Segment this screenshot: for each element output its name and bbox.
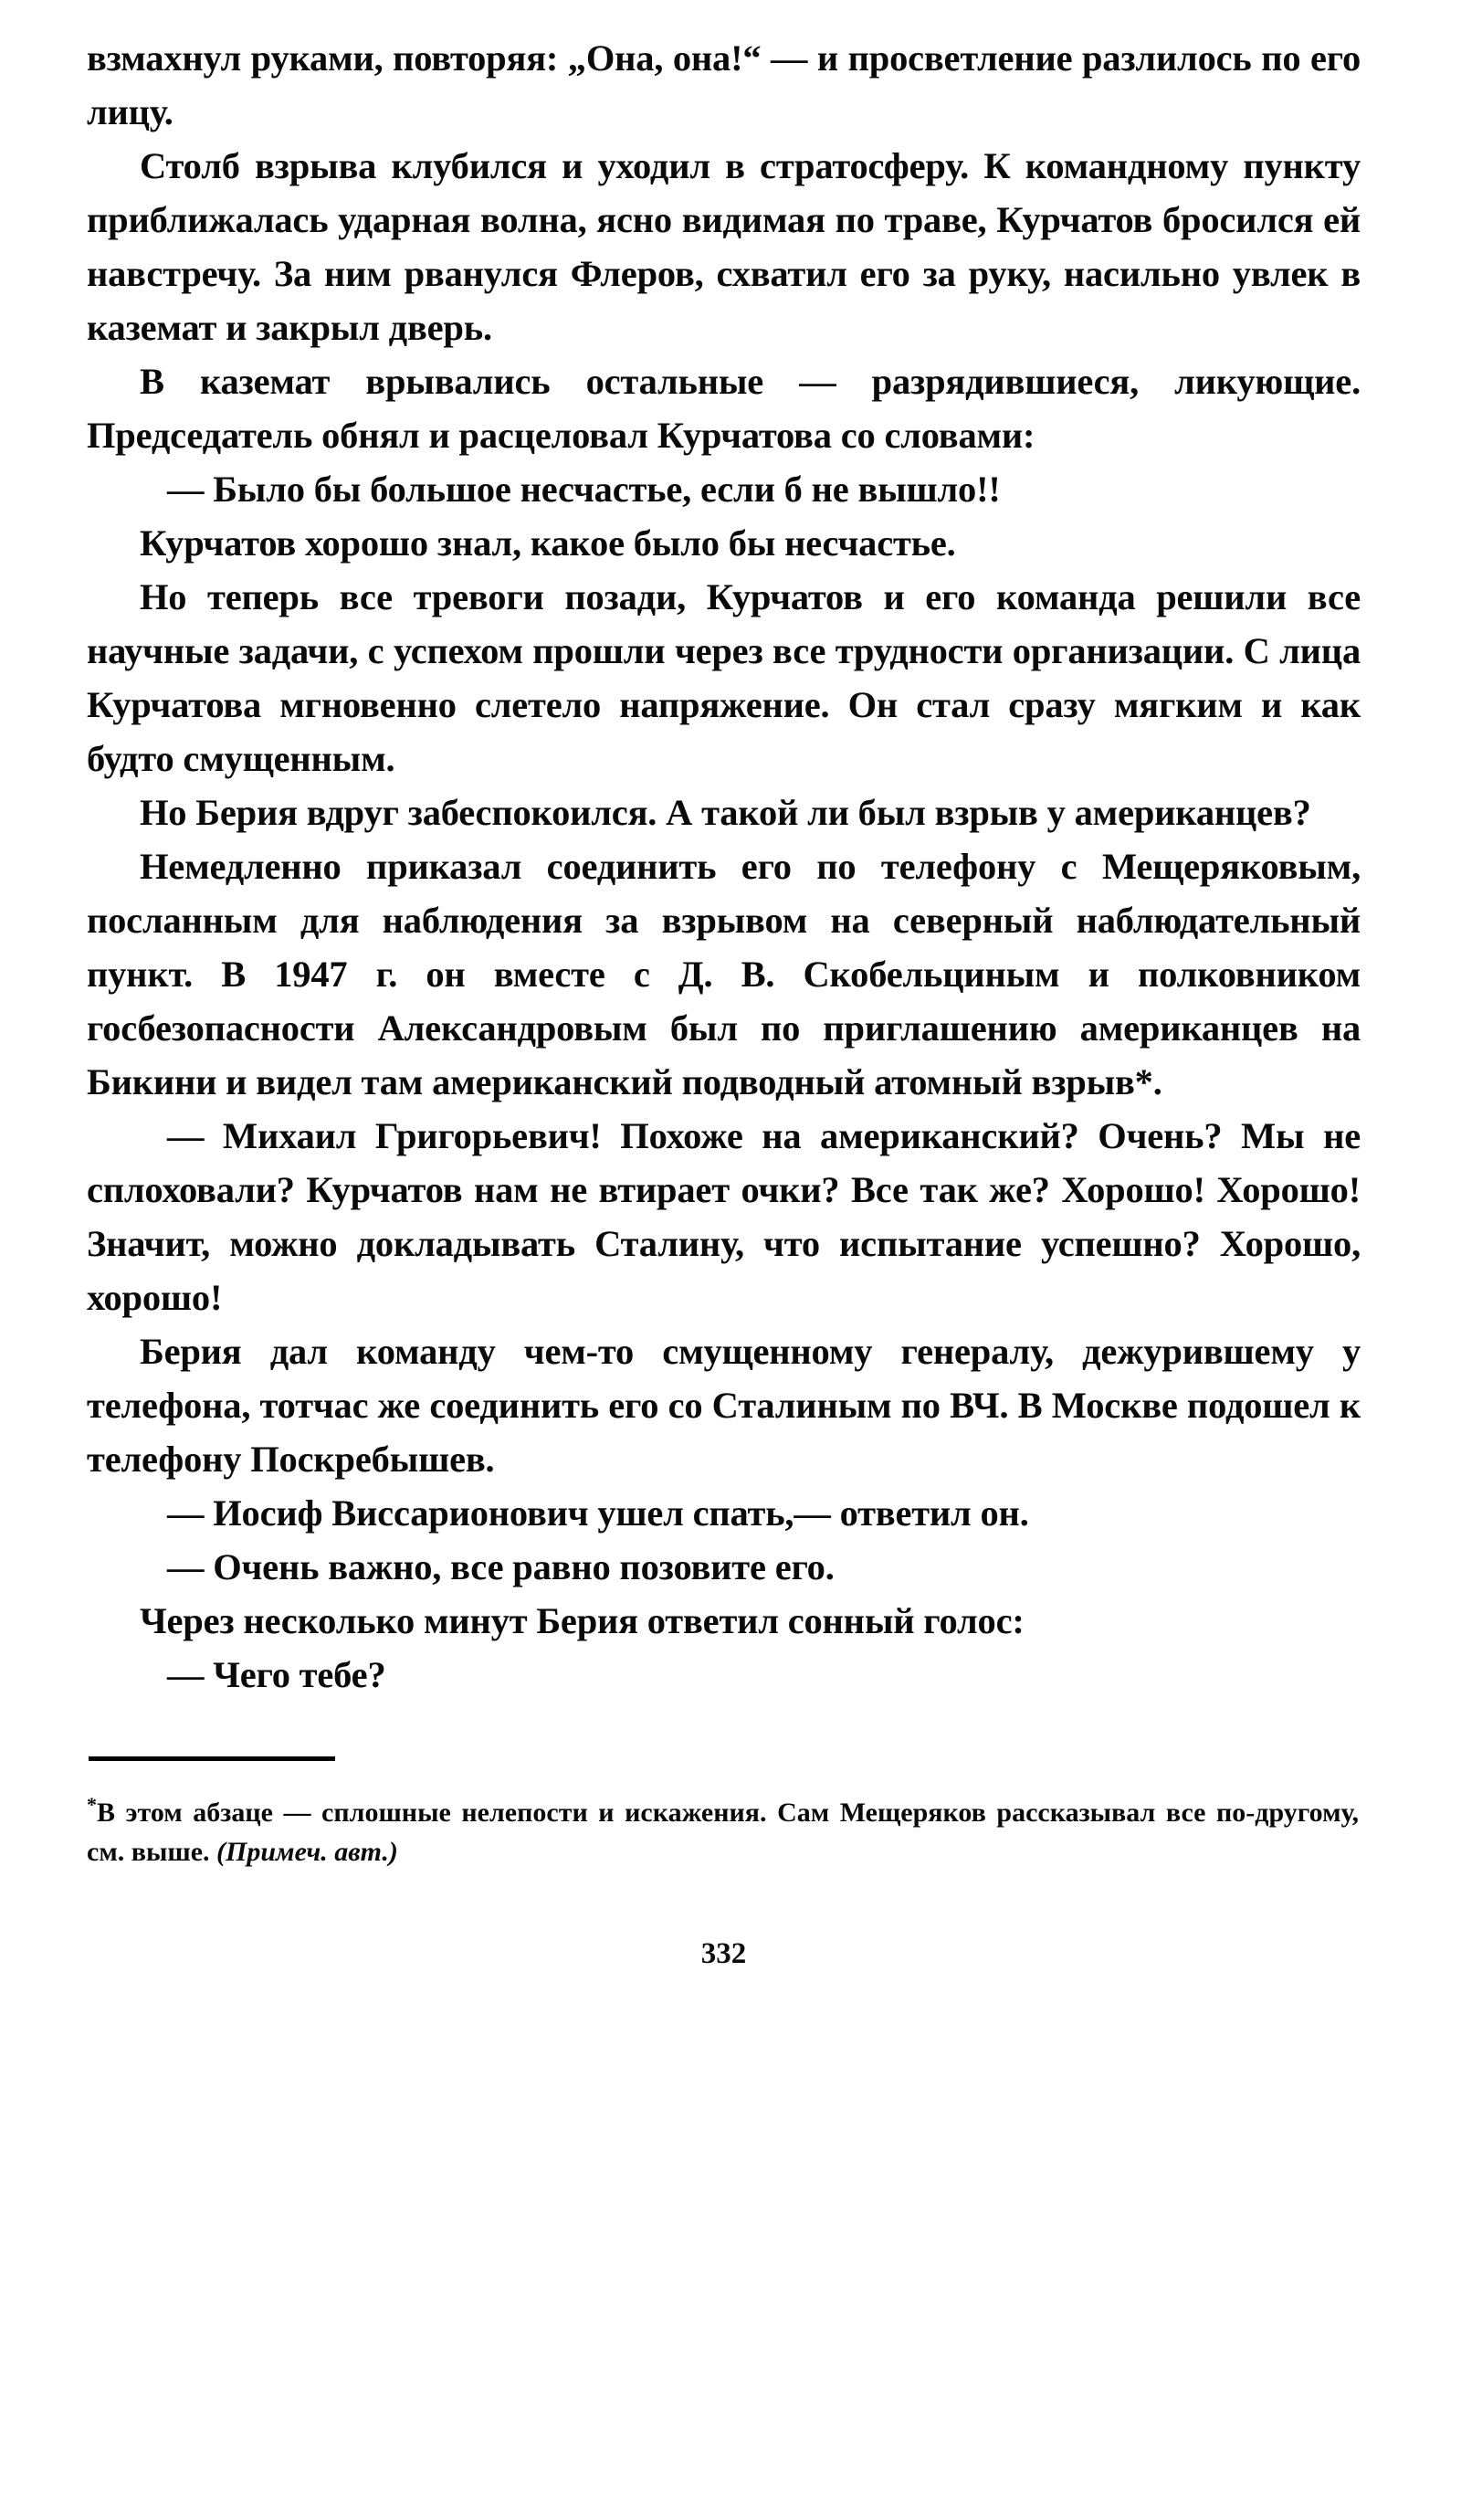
page-number: 332 [700, 1937, 747, 1970]
footnote [87, 1785, 1361, 1872]
paragraph: Курчатов хорошо знал, какое было бы несчастье. [140, 522, 956, 564]
footnote-text: В этом абзаце — сплошные нелепости и искажения. Сам Мещеряков рассказывал все по-другому, см. выше. [87, 1798, 1359, 1867]
dialogue-line: — Чего тебе? [167, 1654, 386, 1695]
page-body [87, 31, 1361, 1702]
dialogue-line: — Очень важно, все равно позовите его. [167, 1546, 835, 1587]
paragraph: Берия дал команду чем-то смущенному генералу, дежурившему у телефона, тотчас же соединить его со Сталиным по ВЧ. В Москве подошел к телефону Поскребышев. [87, 1331, 1361, 1480]
dialogue-line: — Иосиф Виссарионович ушел спать,— ответил он. [167, 1492, 1029, 1534]
footnote-attribution: (Примеч. авт.) [216, 1837, 398, 1867]
paragraph: В каземат врывались остальные — разрядившиеся, ликующие. Председатель обнял и расцеловал Курчатова со словами: [87, 361, 1361, 456]
footnote-marker-icon: * [87, 1793, 97, 1816]
paragraph: взмахнул руками, повторяя: „Она, она!“ — и просветление разлилось по его лицу. [87, 37, 1361, 132]
dialogue-line: — Михаил Григорьевич! Похоже на американский? Очень? Мы не сплоховали? Курчатов нам не втирает очки? Все так же? Хорошо! Хорошо! Значит, можно докладывать Сталину, что испытание успешно? Хорошо, хорошо! [87, 1115, 1361, 1318]
footnote-separator [89, 1756, 335, 1761]
paragraph-with-footnote-marker: Немедленно приказал соединить его по телефону с Мещеряковым, посланным для наблюдения за взрывом на северный наблюдательный пункт. В 1947 г. он вместе с Д. В. Скобельциным и полковником госбезопасности Александровым был по приглашению американцев на Бикини и видел там американский подводный атомный взрыв*. [87, 846, 1361, 1102]
paragraph: Но теперь все тревоги позади, Курчатов и его команда решили все научные задачи, с успехом прошли через все трудности организации. С лица Курчатова мгновенно слетело напряжение. Он стал сразу мягким и как будто смущенным. [87, 576, 1361, 779]
paragraph: Через несколько минут Берия ответил сонный голос: [140, 1600, 1025, 1641]
dialogue-line: — Было бы большое несчастье, если б не вышло!! [167, 469, 1001, 510]
paragraph: Столб взрыва клубился и уходил в стратосферу. К командному пункту приближалась ударная волна, ясно видимая по траве, Курчатов бросился ей навстречу. За ним рванулся Флеров, схватил его за руку, насильно увлек в каземат и закрыл дверь. [87, 145, 1361, 348]
paragraph: Но Берия вдруг забеспокоился. А такой ли был взрыв у американцев? [140, 792, 1311, 833]
